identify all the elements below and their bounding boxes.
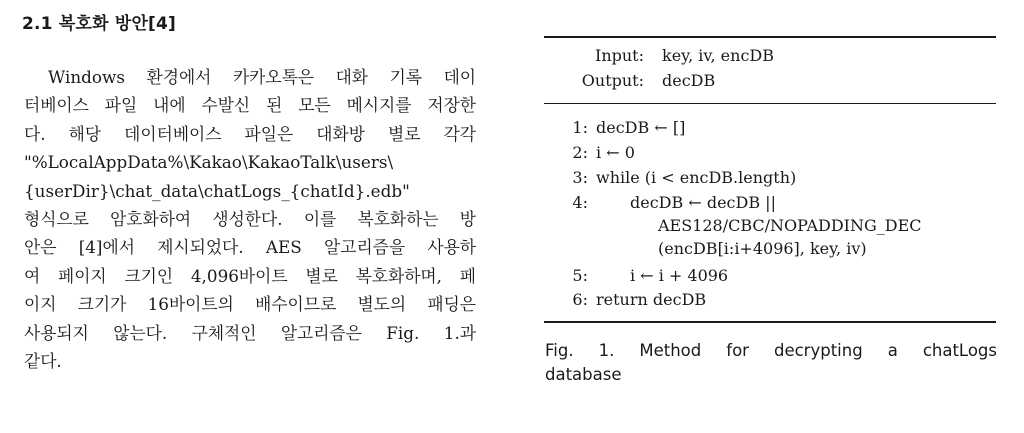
step-number: 3: bbox=[572, 168, 588, 187]
body-line: 이지 크기가 16바이트의 배수이므로 별도의 패딩은 bbox=[24, 294, 476, 315]
body-line: 여 페이지 크기인 4,096바이트 별로 복호화하며, 페 bbox=[24, 265, 476, 286]
step-number: 2: bbox=[572, 143, 588, 162]
step-code: AES128/CBC/NOPADDING_DEC bbox=[658, 216, 922, 235]
figure-caption bbox=[545, 339, 997, 387]
input-label: Input: bbox=[595, 46, 644, 65]
step-code: while (i < encDB.length) bbox=[596, 168, 797, 187]
step-code: (encDB[i:i+4096], key, iv) bbox=[658, 239, 867, 258]
bottom-rule bbox=[544, 321, 996, 323]
input-value: key, iv, encDB bbox=[662, 46, 774, 65]
step-code: decDB ← [] bbox=[596, 118, 686, 137]
body-line: 다. 해당 데이터베이스 파일은 대화방 별로 각각 bbox=[24, 123, 476, 144]
output-label: Output: bbox=[581, 71, 644, 90]
section-heading: 2.1 복호화 방안[4] bbox=[22, 14, 177, 34]
body-line: 사용되지 않는다. 구체적인 알고리즘은 Fig. 1.과 bbox=[24, 322, 476, 343]
top-rule bbox=[544, 36, 996, 38]
body-line: 형식으로 암호화하여 생성한다. 이를 복호화하는 방 bbox=[24, 208, 476, 229]
body-line: "%LocalAppData%\Kakao\KakaoTalk\users\ bbox=[24, 152, 394, 173]
header-rule bbox=[544, 103, 996, 104]
step-number: 5: bbox=[572, 266, 588, 285]
caption-line: database bbox=[545, 365, 622, 384]
step-code: return decDB bbox=[596, 290, 707, 309]
output-value: decDB bbox=[662, 71, 716, 90]
step-code: i ← i + 4096 bbox=[630, 266, 729, 285]
step-number: 6: bbox=[572, 290, 588, 309]
body-line: Windows 환경에서 카카오톡은 대화 기록 데이 bbox=[48, 67, 476, 87]
body-line: 터베이스 파일 내에 수발신 된 모든 메시지를 저장한 bbox=[24, 95, 476, 116]
step-code: decDB ← decDB || bbox=[630, 193, 776, 212]
body-line: 안은 [4]에서 제시되었다. AES 알고리즘을 사용하 bbox=[24, 237, 476, 258]
body-line: {userDir}\chat_data\chatLogs_{chatId}.edb" bbox=[24, 180, 410, 201]
step-number: 1: bbox=[572, 118, 588, 137]
step-number: 4: bbox=[572, 193, 588, 212]
body-paragraph bbox=[24, 63, 476, 375]
caption-line: Fig. 1. Method for decrypting a chatLogs bbox=[545, 341, 997, 360]
step-code: i ← 0 bbox=[596, 143, 635, 162]
body-line: 같다. bbox=[24, 350, 62, 371]
